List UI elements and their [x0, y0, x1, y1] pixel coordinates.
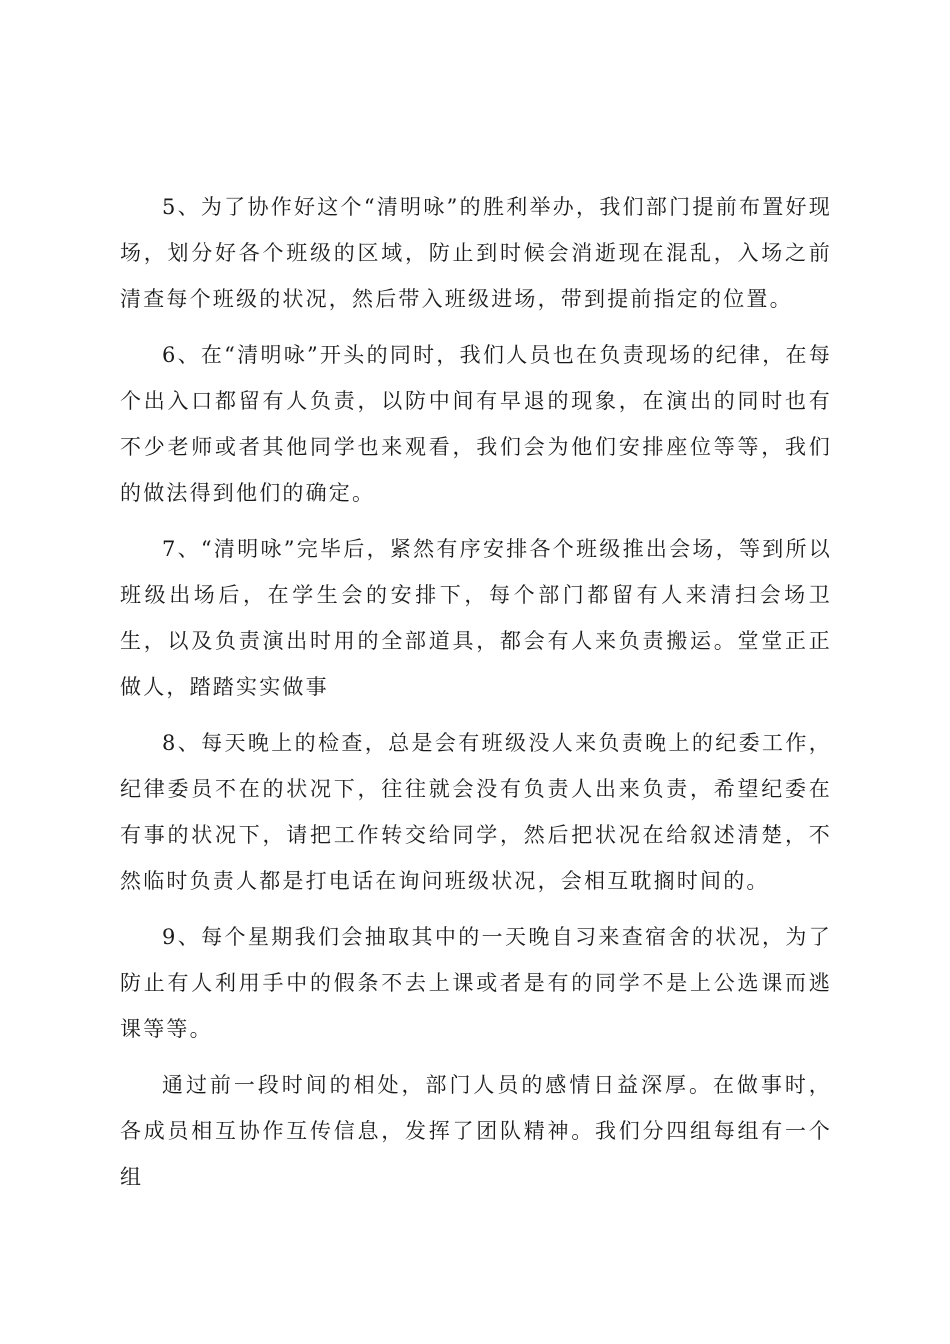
paragraph-9: 9、每个星期我们会抽取其中的一天晚自习来查宿舍的状况，为了防止有人利用手中的假条不去上课或者是有的同学不是上公选课而逃课等等。 [120, 925, 832, 1041]
paragraph-8: 8、每天晚上的检查，总是会有班级没人来负责晚上的纪委工作，纪律委员不在的状况下，往往就会没有负责人出来负责，希望纪委在有事的状况下，请把工作转交给同学，然后把状况在给叙述清楚，不然临时负责人都是打电话在询问班级状况，会相互耽搁时间的。 [120, 731, 832, 893]
document-body [120, 184, 832, 1210]
paragraph-7: 7、“清明咏”完毕后，紧然有序安排各个班级推出会场，等到所以班级出场后，在学生会的安排下，每个部门都留有人来清扫会场卫生，以及负责演出时用的全部道具，都会有人来负责搬运。堂堂正正做人，踏踏实实做事 [120, 537, 832, 699]
paragraph-6: 6、在“清明咏”开头的同时，我们人员也在负责现场的纪律，在每个出入口都留有人负责，以防中间有早退的现象，在演出的同时也有不少老师或者其他同学也来观看，我们会为他们安排座位等等，我们的做法得到他们的确定。 [120, 343, 832, 505]
paragraph-5: 5、为了协作好这个“清明咏”的胜利举办，我们部门提前布置好现场，划分好各个班级的区域，防止到时候会消逝现在混乱，入场之前清查每个班级的状况，然后带入班级进场，带到提前指定的位置。 [120, 195, 832, 311]
paragraph-summary: 通过前一段时间的相处，部门人员的感情日益深厚。在做事时，各成员相互协作互传信息，发挥了团队精神。我们分四组每组有一个组 [120, 1073, 832, 1189]
